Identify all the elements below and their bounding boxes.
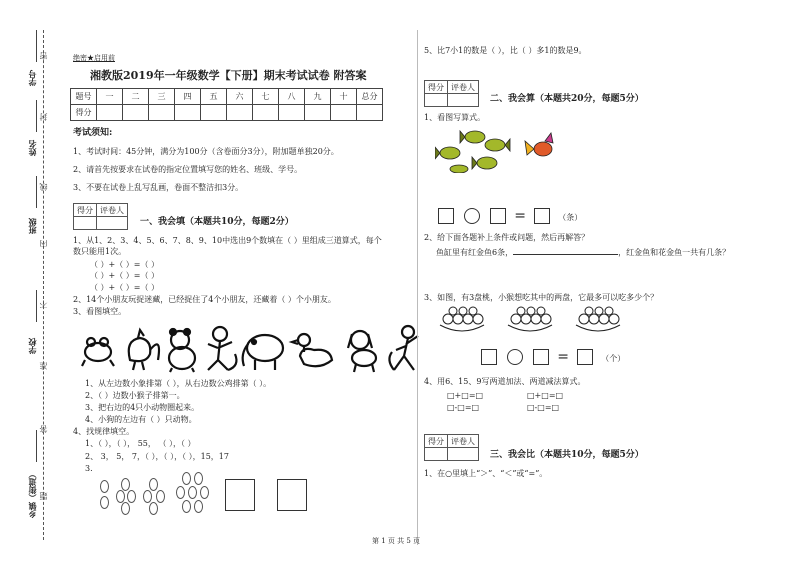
s1-q3-item: 3、把右边的4只小动物圈起来。 [85,403,200,412]
fish-icon [460,131,485,143]
answer-box[interactable] [577,349,593,365]
pattern-oval [143,490,152,503]
score-cell[interactable] [201,105,227,121]
notice-item: 3、不要在试卷上乱写乱画，卷面不整洁扣3分。 [73,183,244,192]
score-table [70,88,383,121]
score-cell[interactable] [357,105,383,121]
pattern-oval [200,486,209,499]
pattern-oval [116,490,125,503]
name-blank[interactable] [36,100,37,132]
s2-q1: 1、看图写算式。 [424,113,486,122]
peach-plates-image [438,305,628,335]
school-blank[interactable] [36,290,37,322]
score-cell[interactable] [305,105,331,121]
answer-box[interactable] [277,479,307,511]
grader-reviewer-label: 评卷人 [448,81,479,94]
s2-q4-eq[interactable]: □+□=□ [447,391,484,400]
grader-reviewer-cell[interactable] [448,94,479,107]
pattern-oval [149,502,158,515]
s1-q3-item: 4、小狗的左边有（ ）只动物。 [85,415,197,424]
q5: 5、比7小1的数是（ ），比（ ）多1的数是9。 [424,46,587,55]
page-title: 湘教版2019年一年级数学【下册】期末考试试卷 附答案 [90,69,367,82]
score-header-cell: 五 [201,89,227,105]
s1-q4-line[interactable]: 1、（ ），（ ）， 55， （ ），（ ） [85,439,196,448]
grader-reviewer-cell[interactable] [97,217,128,230]
animal-row-image [80,320,430,380]
grader-score-label: 得分 [425,81,448,94]
page-footer: 第 1 页 共 5 页 [372,537,421,545]
grader-score-cell[interactable] [425,94,448,107]
s1-q1-line[interactable]: （ ）+（ ）=（ ） [90,271,160,280]
pattern-oval [100,480,109,493]
pattern-oval [188,486,197,499]
town-blank[interactable] [36,430,37,462]
grader-score-label: 得分 [425,435,448,448]
fish-icon [435,147,460,159]
rooster-icon [129,330,159,370]
grader-score-cell[interactable] [74,217,97,230]
monkey-icon [208,327,236,370]
frog-icon [82,338,114,366]
score-header-cell: 十 [331,89,357,105]
s2-q3-unit: （个） [601,354,626,363]
answer-circle[interactable] [507,349,523,365]
s1-q3: 3、看图填空。 [73,307,127,316]
answer-box[interactable] [225,479,255,511]
s2-q3: 3、如图，有3盘桃，小猴想吃其中的两盘，它最多可以吃多少个？ [424,293,659,302]
section1-title: 一、我会填（本题共10分，每题2分） [140,217,294,227]
s1-q3-item: 1、从左边数小象排第（ ），从右边数公鸡排第（ ）。 [85,379,272,388]
s2-q2-tail: ，红金鱼和花金鱼一共有几条？ [618,248,731,257]
s1-q1-line[interactable]: （ ）+（ ）=（ ） [90,260,160,269]
plate-icon [440,307,484,331]
plate-icon [508,307,552,331]
s3-q1: 1、在○里填上“＞”、“＜”或“=”。 [424,469,548,478]
fish-image [435,125,575,173]
plate-icon [576,307,620,331]
section3-title: 三、我会比（本题共10分，每题5分） [490,450,644,460]
grader-box [424,434,479,461]
s1-q2: 2、14个小朋友玩捉迷藏，已经捉住了4个小朋友，还藏着（ ）个小朋友。 [73,295,336,304]
score-cell[interactable] [331,105,357,121]
student-id-label: 学号 [27,70,37,86]
pattern-oval [194,500,203,513]
pattern-oval [121,502,130,515]
dog-icon [348,331,376,372]
class-label: 班级 [27,218,37,234]
score-header-cell: 六 [227,89,253,105]
answer-box[interactable] [481,349,497,365]
score-table-header-row [71,89,383,105]
s1-q4-line: 3. [85,464,93,473]
pattern-oval [176,486,185,499]
monkey-icon [389,326,418,370]
cut-mark: 线 [39,183,48,191]
score-header-cell: 九 [305,89,331,105]
school-label: 学校 [27,338,37,354]
section2-title: 二、我会算（本题共20分，每题5分） [490,94,644,104]
s2-q2-blank[interactable] [513,246,618,255]
score-cell[interactable] [123,105,149,121]
pattern-oval [121,478,130,491]
s2-q4: 4、用6、15、9写两道加法、两道减法算式。 [424,377,586,386]
answer-box[interactable] [438,208,454,224]
answer-circle[interactable] [464,208,480,224]
pattern-oval [156,490,165,503]
grader-box [424,80,479,107]
pattern-oval [194,472,203,485]
cut-mark: 密 [39,52,48,60]
cut-mark: 不 [39,300,48,308]
score-header-cell: 三 [149,89,175,105]
notice-heading: 考试须知: [73,128,113,138]
s1-q3-item: 2、（ ）边数小猴子排第一。 [85,391,185,400]
score-cell[interactable] [97,105,123,121]
s2-q1-unit: （条） [558,213,583,222]
s2-q4-eq[interactable]: □-□=□ [527,403,560,412]
town-label: 乡镇（街道） [27,470,37,518]
pattern-oval [127,490,136,503]
score-table-score-row [71,105,383,121]
fish-icon [485,139,510,151]
score-cell[interactable] [279,105,305,121]
s2-q2-line-text: 鱼缸里有红金鱼6条， [436,248,514,257]
pattern-oval [182,500,191,513]
score-row-label: 得分 [71,105,97,121]
score-cell[interactable] [149,105,175,121]
answer-box[interactable] [490,208,506,224]
cut-mark: 答 [39,425,48,433]
score-cell[interactable] [175,105,201,121]
grader-reviewer-label: 评卷人 [448,435,479,448]
secret-stamp: 绝密★启用前 [73,54,115,62]
equals-sign: = [514,207,527,224]
s1-q4-line[interactable]: 2、 3， 5， 7，（ ），（ ），（ ），15，17 [85,452,229,461]
s2-q3-equation [481,346,625,365]
binding-line [43,30,44,540]
duck-icon [292,334,332,366]
student-id-blank[interactable] [36,30,37,62]
cut-mark: 准 [39,362,48,370]
fish-icon [472,157,497,169]
cut-mark: 封 [39,113,48,121]
s1-q1: 1、从1、2、3、4、5、6、7、8、9、10中选出9个数填在（ ）里组成三道算式，每个数只能用1次。 [73,236,382,256]
class-blank[interactable] [36,176,37,208]
score-header-cell: 七 [253,89,279,105]
grader-score-cell[interactable] [425,448,448,461]
s1-q1-line[interactable]: （ ）+（ ）=（ ） [90,283,160,292]
answer-box[interactable] [534,208,550,224]
score-header-cell: 八 [279,89,305,105]
cut-mark: 题 [39,492,48,500]
pattern-oval [149,478,158,491]
notice-item: 2、请首先按要求在试卷的指定位置填写您的姓名、班级、学号。 [73,165,303,174]
s2-q4-eq[interactable]: □-□=□ [447,403,480,412]
equals-sign: = [557,348,570,365]
pattern-oval [100,496,109,509]
grader-box [73,203,128,230]
fish-icon [450,165,468,173]
column-divider [417,30,418,545]
score-header-cell: 总分 [357,89,383,105]
notice-item: 1、考试时间：45分钟，满分为100分（含卷面分3分），附加题单独20分。 [73,147,339,156]
cut-mark: 内 [39,240,48,248]
s2-q2-line [436,246,730,258]
s2-q1-equation [438,205,582,224]
score-header-cell: 四 [175,89,201,105]
s2-q4-eq[interactable]: □+□=□ [527,391,564,400]
goldfish-icon [525,133,553,156]
panda-icon [169,329,195,372]
s2-q2: 2、给下面各题补上条件或问题，然后再解答？ [424,233,590,242]
answer-box[interactable] [533,349,549,365]
grader-score-label: 得分 [74,204,97,217]
score-header-cell: 一 [97,89,123,105]
score-cell[interactable] [227,105,253,121]
grader-reviewer-cell[interactable] [448,448,479,461]
pattern-oval [182,472,191,485]
score-header-cell: 题号 [71,89,97,105]
score-cell[interactable] [253,105,279,121]
name-label: 姓名 [27,140,37,156]
score-header-cell: 二 [123,89,149,105]
elephant-icon [243,335,283,370]
s1-q4: 4、找规律填空。 [73,427,135,436]
grader-reviewer-label: 评卷人 [97,204,128,217]
